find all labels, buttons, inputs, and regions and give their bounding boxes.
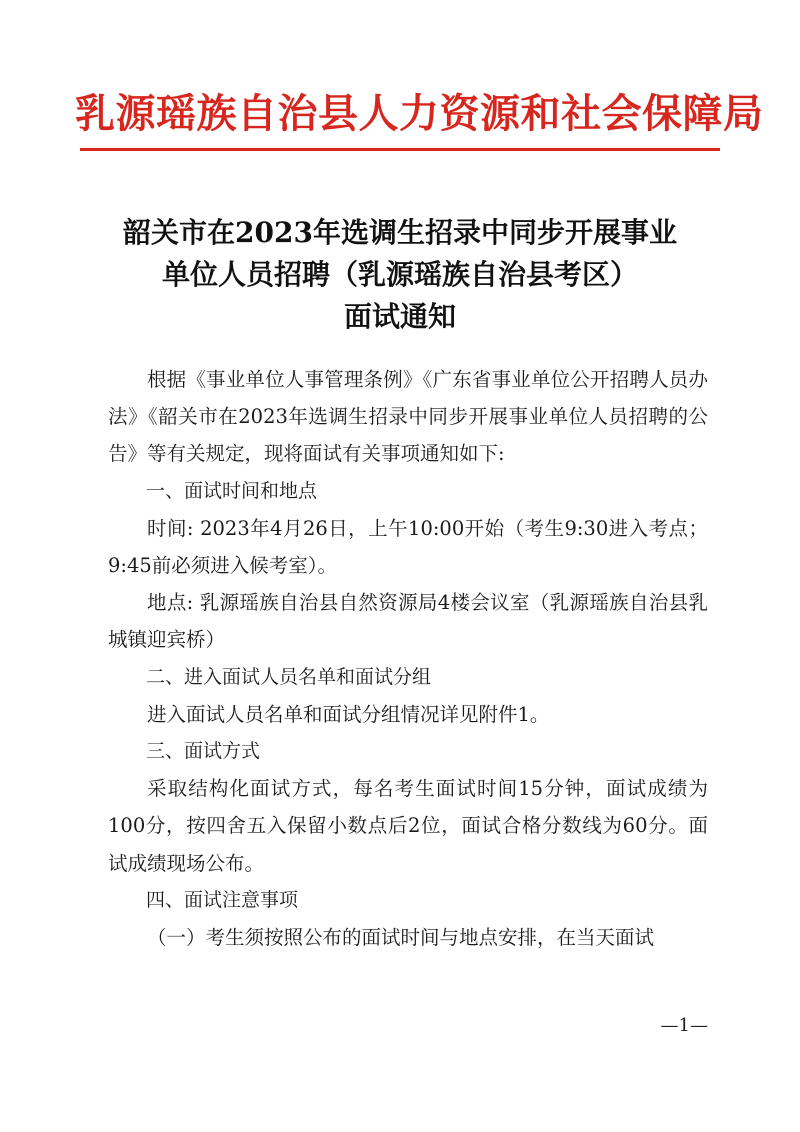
page-number: —1— <box>660 1015 708 1036</box>
document-title <box>80 212 720 338</box>
section-2-heading: 二、进入面试人员名单和面试分组 <box>146 665 432 688</box>
title-line-2: 单位人员招聘（乳源瑶族自治县考区） <box>161 258 638 291</box>
section-2-text: 进入面试人员名单和面试分组情况详见附件1。 <box>147 702 550 726</box>
section-3-text: 采取结构化面试方式，每名考生面试时间15分钟，面试成绩为100分，按四舍五入保留小数点后2位，面试合格分数线为60分。面试成绩现场公布。 <box>108 777 708 875</box>
section-4-item-1: （一）考生须按照公布的面试时间与地点安排，在当天面试 <box>147 926 655 950</box>
section-3-heading: 三、面试方式 <box>146 740 261 763</box>
section-1-heading: 一、面试时间和地点 <box>146 479 318 502</box>
section-4-heading: 四、面试注意事项 <box>146 888 299 911</box>
section-1-time: 时间: 2023年4月26日，上午10:00开始（考生9:30进入考点；9:45前必须进入候考室）。 <box>108 516 708 578</box>
letterhead-red-rule <box>80 148 720 151</box>
title-line-1: 韶关市在2023年选调生招录中同步开展事业 <box>123 216 677 249</box>
letterhead-org-name: 乳源瑶族自治县人力资源和社会保障局 <box>75 91 764 137</box>
document-body <box>108 361 708 956</box>
section-1-place: 地点: 乳源瑶族自治县自然资源局4楼会议室（乳源瑶族自治县乳城镇迎宾桥） <box>108 591 708 652</box>
title-line-3: 面试通知 <box>343 300 456 333</box>
intro-paragraph: 根据《事业单位人事管理条例》《广东省事业单位公开招聘人员办法》《韶关市在2023年选调生招录中同步开展事业单位人员招聘的公告》等有关规定，现将面试有关事项通知如下: <box>108 368 708 466</box>
